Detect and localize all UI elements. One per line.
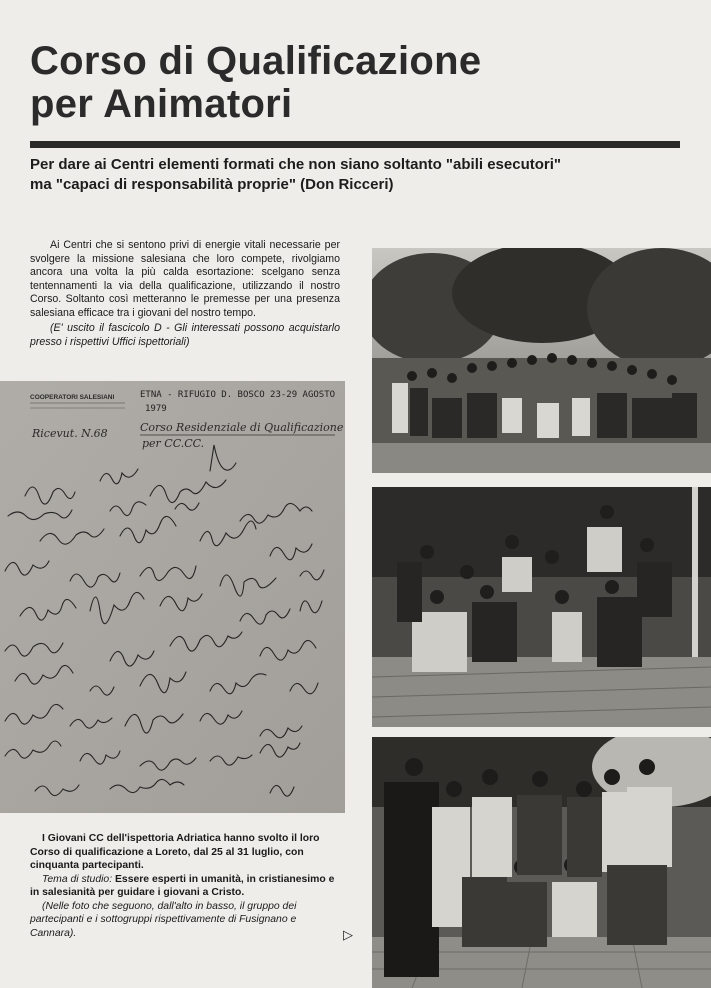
group-photo-cannara bbox=[372, 737, 711, 988]
letterhead: COOPERATORI SALESIANI bbox=[30, 394, 115, 401]
title-line-1: Corso di Qualificazione bbox=[30, 39, 482, 83]
subtitle-line-1: Per dare ai Centri elementi formati che non siano soltanto "abili esecutori" bbox=[30, 156, 562, 173]
caption-note: (Nelle foto che seguono, dall'alto in basso, il gruppo dei partecipanti e i sottogruppi rispettivamente di Fusignano e Cannara). bbox=[30, 900, 297, 939]
intro-paragraph bbox=[30, 239, 340, 349]
triangle-right-icon: ▷ bbox=[343, 927, 353, 942]
sheet-header-line-1: ETNA - RIFUGIO D. BOSCO 23-29 AGOSTO bbox=[140, 390, 336, 400]
article-subtitle bbox=[30, 155, 690, 195]
intro-note: (E' uscito il fascicolo D - Gli interessati possono acquistarlo presso i rispettivi Uffici ispettoriali) bbox=[30, 322, 340, 348]
receipt-number: Ricevut. N.68 bbox=[32, 427, 108, 440]
group-photo-fusignano bbox=[372, 487, 711, 727]
sheet-course-line-1: Corso Residenziale di Qualificazione bbox=[140, 421, 344, 434]
title-line-2: per Animatori bbox=[30, 82, 293, 126]
group-photo-participants bbox=[372, 248, 711, 473]
sheet-course-line-2: per CC.CC. bbox=[142, 437, 205, 450]
subtitle-line-2: ma "capaci di responsabilità proprie" (Don Ricceri) bbox=[30, 176, 394, 193]
caption-main: I Giovani CC dell'ispettoria Adriatica hanno svolto il loro Corso di qualificazione a Loreto, dal 25 al 31 luglio, con cinquanta partecipanti. bbox=[30, 833, 320, 871]
caption-theme-label: Tema di studio: bbox=[42, 873, 113, 885]
intro-body: Ai Centri che si sentono privi di energie vitali necessarie per svolgere la missione salesiana che loro compete, rivolgiamo ancora una volta la più calda esortazione: scelgano senza tentennamenti la via della qualificazione, utilizzando il nostro Corso. Soltanto così metteranno le premesse per una presenza salesiana efficace tra i giovani del nostro tempo. bbox=[30, 239, 340, 319]
title-rule bbox=[30, 141, 680, 148]
signature-sheet-image bbox=[0, 381, 345, 813]
caption-theme-text: Essere esperti in umanità, in cristianesimo e in salesianità per guidare i giovani a Cristo. bbox=[30, 873, 335, 898]
article-title bbox=[30, 40, 670, 126]
photo-caption bbox=[30, 832, 342, 940]
sheet-header-line-2: 1979 bbox=[145, 404, 167, 414]
caption-theme bbox=[30, 873, 342, 900]
